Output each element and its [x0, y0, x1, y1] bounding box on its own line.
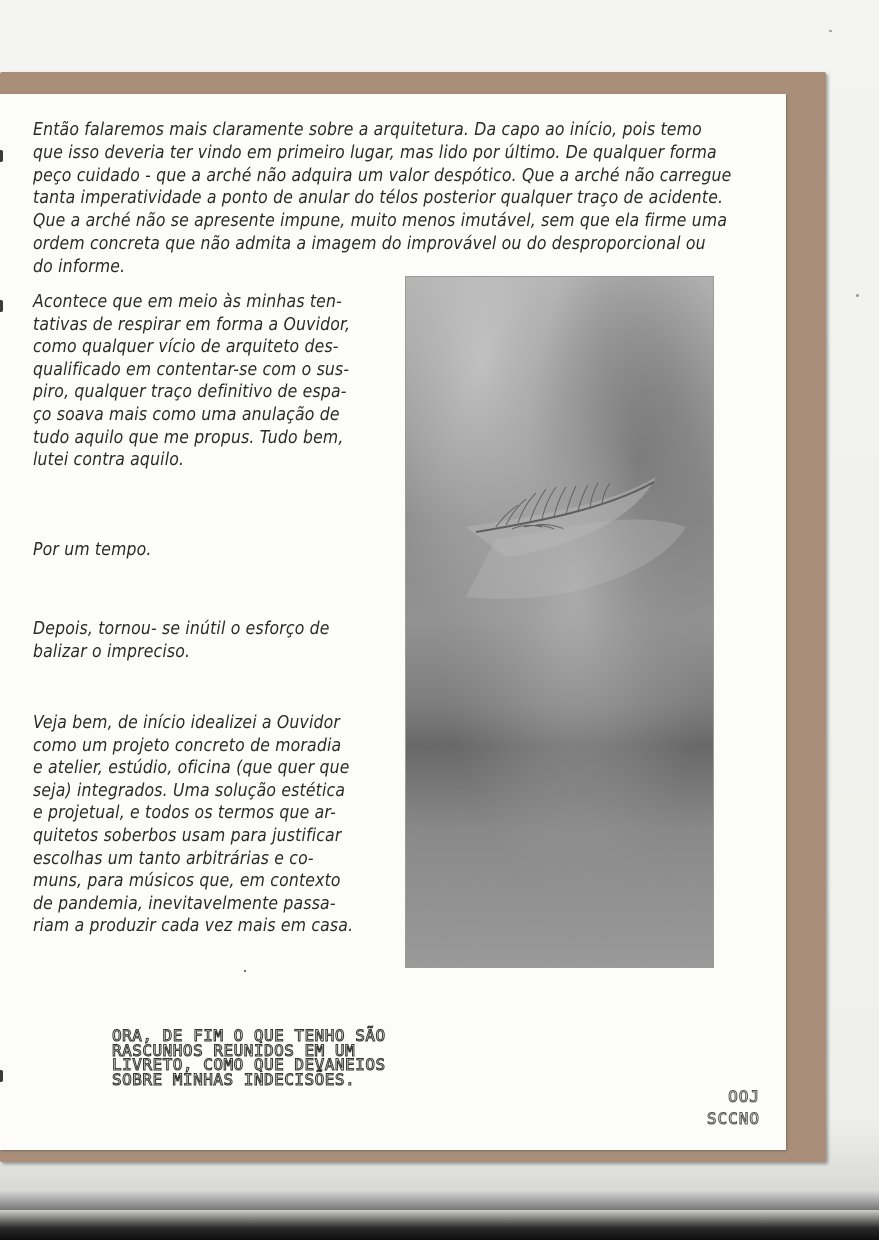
text-line: Depois, tornou- se inútil o esforço de: [33, 619, 330, 639]
scan-background-top: [0, 0, 879, 72]
logo-line: SCCNO: [706, 1109, 760, 1128]
intro-line: Então falaremos mais claramente sobre a arquitetura. Da capo ao início, pois temo: [33, 120, 702, 140]
binding-mark: [0, 150, 3, 162]
binding-mark: [0, 1070, 3, 1082]
column-paragraph-2: [33, 539, 358, 562]
column-paragraph-1: [33, 291, 358, 472]
text-line: como qualquer vício de arquiteto des-: [33, 337, 339, 358]
text-line: e projetual, e todos os termos que ar-: [33, 803, 336, 824]
intro-line: ordem concreta que não admita a imagem do improvável ou do desproporcional ou: [33, 233, 706, 254]
closed-eye-photo: [405, 276, 714, 968]
binding-mark: [0, 300, 3, 312]
text-line: balizar o impreciso.: [33, 641, 191, 662]
text-line: tudo aquilo que me propus. Tudo bem,: [33, 427, 344, 448]
text-line: Por um tempo.: [33, 540, 152, 560]
scan-speck: [829, 30, 832, 32]
intro-line: Que a arché não se apresente impune, muito menos imutável, sem que ela firme uma: [33, 211, 728, 232]
text-line: seja) integrados. Uma solução estética: [33, 780, 346, 801]
scan-speck: [856, 294, 859, 297]
intro-line: do informe.: [33, 256, 126, 277]
page-logo: [660, 1086, 760, 1130]
closed-eye-photo-icon: [406, 277, 713, 967]
intro-line: tanta imperatividade a ponto de anular do télos posterior qualquer traço de acidente.: [33, 188, 724, 209]
quote-line: ORA, DE FIM O QUE TENHO SÃO: [112, 1026, 386, 1045]
text-line: riam a produzir cada vez mais em casa.: [33, 916, 354, 937]
scanner-edge: [0, 1210, 879, 1240]
text-line: Acontece que em meio às minhas ten-: [33, 292, 342, 312]
intro-line: que isso deveria ter vindo em primeiro lugar, mas lido por último. De qualquer forma: [33, 142, 717, 163]
text-line: tativas de respirar em forma a Ouvidor,: [33, 314, 351, 335]
logo-line: OOJ: [728, 1087, 760, 1106]
quote-line: LIVRETO, COMO QUE DEVANEIOS: [112, 1055, 386, 1075]
scan-speck: [244, 970, 246, 972]
text-line: de pandemia, inevitavelmente passa-: [33, 893, 336, 914]
quote-line: SOBRE MINHAS INDECISÕES.: [112, 1069, 356, 1089]
text-line: quitetos soberbos usam para justificar: [33, 825, 342, 846]
text-line: piro, qualquer traço definitivo de espa-: [33, 382, 347, 403]
text-line: lutei contra aquilo.: [33, 450, 185, 471]
text-line: muns, para músicos que, em contexto: [33, 871, 341, 892]
text-line: como um projeto concreto de moradia: [33, 735, 342, 756]
closing-quote: [112, 1026, 507, 1089]
column-paragraph-4: [33, 712, 358, 938]
intro-paragraph: [33, 119, 749, 279]
text-line: ço soava mais como uma anulação de: [33, 404, 340, 425]
text-line: Veja bem, de início idealizei a Ouvidor: [33, 713, 341, 733]
text-line: qualificado em contentar-se com o sus-: [33, 359, 350, 380]
text-line: escolhas um tanto arbitrárias e co-: [33, 848, 314, 869]
text-line: e atelier, estúdio, oficina (que quer que: [33, 758, 350, 779]
quote-line: RASCUNHOS REUNIDOS EM UM: [112, 1040, 356, 1060]
column-paragraph-3: [33, 618, 358, 663]
intro-line: peço cuidado - que a arché não adquira um valor despótico. Que a arché não carregue: [33, 165, 732, 186]
